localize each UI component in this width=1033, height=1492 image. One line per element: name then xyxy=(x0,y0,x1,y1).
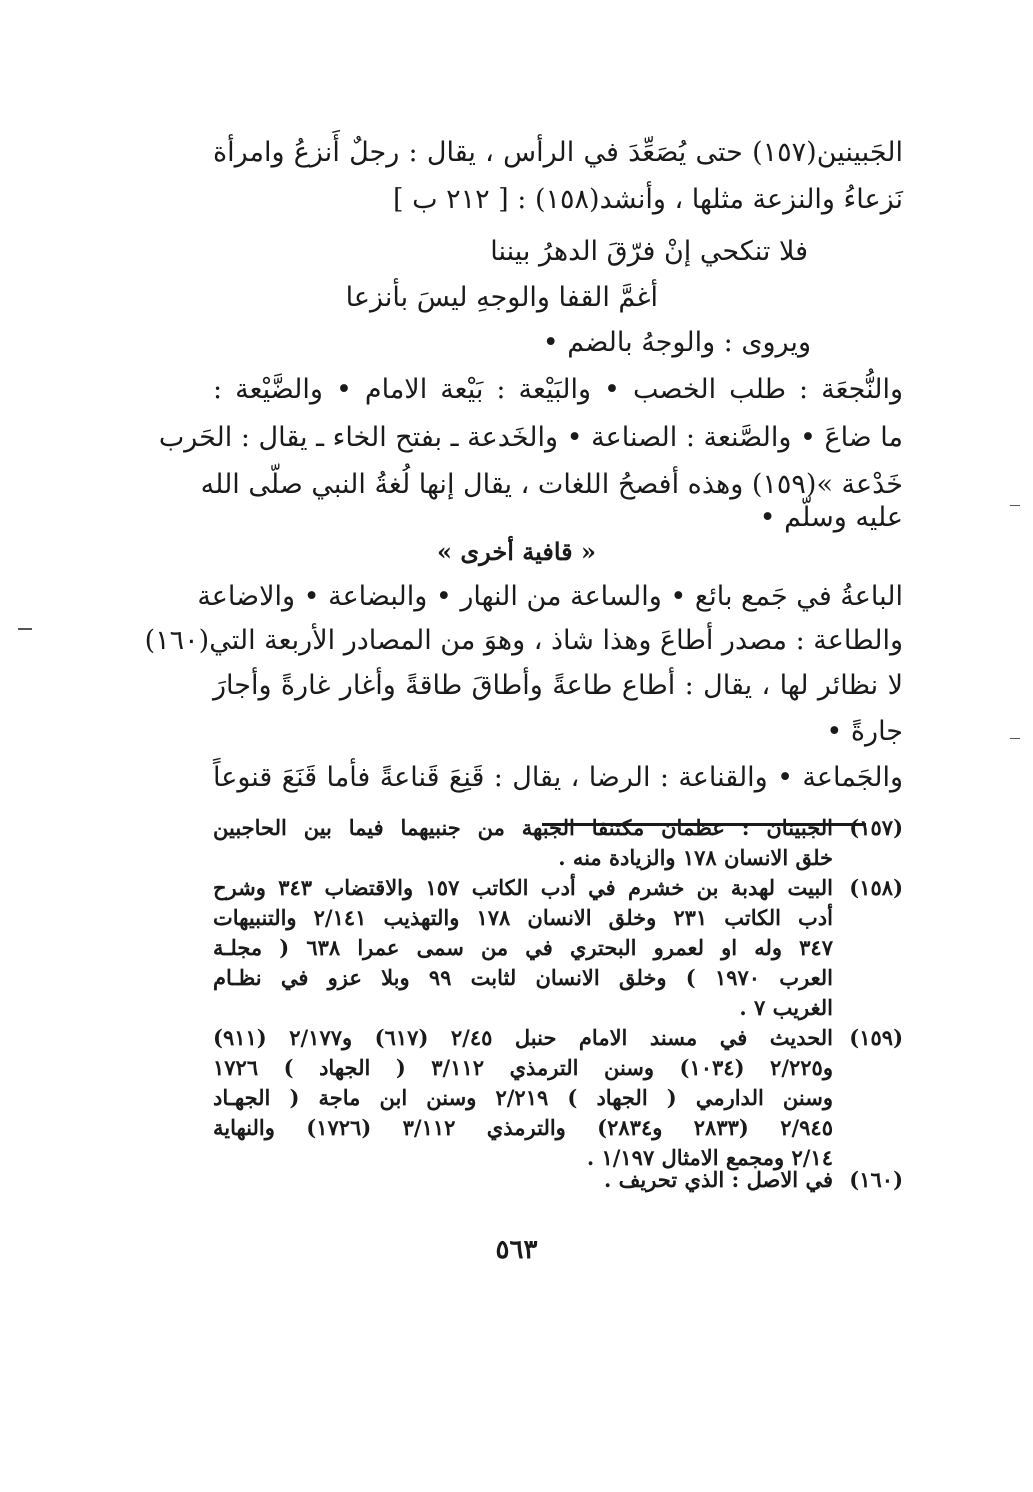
footnote-line: الحديث في مسند الامام حنبل ٢/٤٥ (٦١٧) و٢/١٧٧ (٩١١) xyxy=(213,1025,834,1050)
body-line-3: ويروى : والوجهُ بالضم • xyxy=(542,327,811,358)
footnote-line: البيت لهدبة بن خشرم في أدب الكاتب ١٥٧ والاقتضاب ٣٤٣ وشرح xyxy=(213,875,833,900)
scan-mark xyxy=(18,628,32,630)
footnote-number: (١٥٧) xyxy=(849,815,903,840)
footnote-158 xyxy=(213,873,903,1023)
footnote-line: ٢/١٤ ومجمع الامثال ١/١٩٧ . xyxy=(586,1145,833,1170)
footnote-line: خلق الانسان ١٧٨ والزيادة منه . xyxy=(558,845,833,870)
body-line-2: نَزعاءُ والنزعة مثلها ، وأنشد(١٥٨) : [ ٢١٢ ب ] xyxy=(392,184,903,215)
footnote-160 xyxy=(213,1165,903,1195)
body-line-5: ما ضاعَ • والصَّنعة : الصناعة • والخَدعة ـ بفتح الخاء ـ يقال : الحَرب xyxy=(158,422,903,453)
footnote-line: الجبينان : عظمان مكتنفا الجبهة من جنبيهما فيما بين الحاجبين xyxy=(213,815,833,840)
body-line-11: جارةً • xyxy=(826,716,903,747)
section-heading: « قافية أخرى » xyxy=(437,537,596,566)
scan-mark xyxy=(1010,738,1020,739)
body-line-8: الباعةُ في جَمع بائع • والساعة من النهار • والبضاعة • والاضاعة xyxy=(197,581,903,612)
footnote-line: ٣٤٧ وله او لعمرو البحتري في من سمى عمرا ٦٣٨ ( مجلـة xyxy=(213,935,833,960)
footnote-159 xyxy=(213,1023,903,1173)
footnote-line: ٢/٩٤٥ (٢٨٣٣ و٢٨٣٤) والترمذي ٣/١١٢ (١٧٢٦) والنهاية xyxy=(213,1115,833,1140)
body-line-4: والنُّجعَة : طلب الخصب • والبَيْعة : بَيْعة الامام • والضَّيْعة : xyxy=(213,374,903,405)
verse-first-hemistich: فلا تنكحي إنْ فرّقَ الدهرُ بيننا xyxy=(490,236,808,267)
body-line-1: الجَبينين(١٥٧) حتى يُصَعِّدَ في الرأس ، يقال : رجلٌ أَنزعُ وامرأة xyxy=(213,137,903,168)
footnote-line: أدب الكاتب ٢٣١ وخلق الانسان ١٧٨ والتهذيب ٢/١٤١ والتنبيهات xyxy=(213,905,833,930)
page-number: ٥٦٣ xyxy=(495,1235,538,1265)
scan-mark xyxy=(1010,505,1020,506)
footnote-line: العرب ١٩٧٠ ) وخلق الانسان لثابت ٩٩ وبلا عزو في نظـام xyxy=(213,965,834,990)
footnote-line: الغريب ٧ . xyxy=(739,995,833,1020)
footnote-line: وسنن الدارمي ( الجهاد ) ٢/٢١٩ وسنن ابن ماجة ( الجهـاد xyxy=(213,1085,833,1110)
body-line-10: لا نظائر لها ، يقال : أطاع طاعةً وأطاقَ طاقةً وأغار غارةً وأجارَ xyxy=(213,670,903,701)
footnote-number: (١٥٨) xyxy=(849,875,903,900)
footnote-157 xyxy=(213,813,903,873)
footnote-line: في الاصل : الذي تحريف . xyxy=(604,1167,833,1192)
footnote-number: (١٥٩) xyxy=(849,1025,903,1050)
body-line-6: خَدْعة »(١٥٩) وهذه أفصحُ اللغات ، يقال إنها لُغةُ النبي صلّى الله xyxy=(200,469,903,500)
body-line-9: والطاعة : مصدر أطاعَ وهذا شاذ ، وهوَ من المصادر الأربعة التي(١٦٠) xyxy=(144,625,903,656)
verse-second-hemistich: أغمَّ القفا والوجهِ ليسَ بأنزعا xyxy=(345,282,658,313)
body-line-12: والجَماعة • والقناعة : الرضا ، يقال : قَنِعَ قَناعةً فأما قَنَعَ قنوعاً xyxy=(213,762,903,793)
footnote-number: (١٦٠) xyxy=(849,1167,903,1192)
body-line-7: عليه وسلّم • xyxy=(759,502,903,533)
footnote-line: و٢/٢٢٥ (١٠٣٤) وسنن الترمذي ٣/١١٢ ( الجهاد ) ١٧٢٦ xyxy=(213,1055,833,1080)
